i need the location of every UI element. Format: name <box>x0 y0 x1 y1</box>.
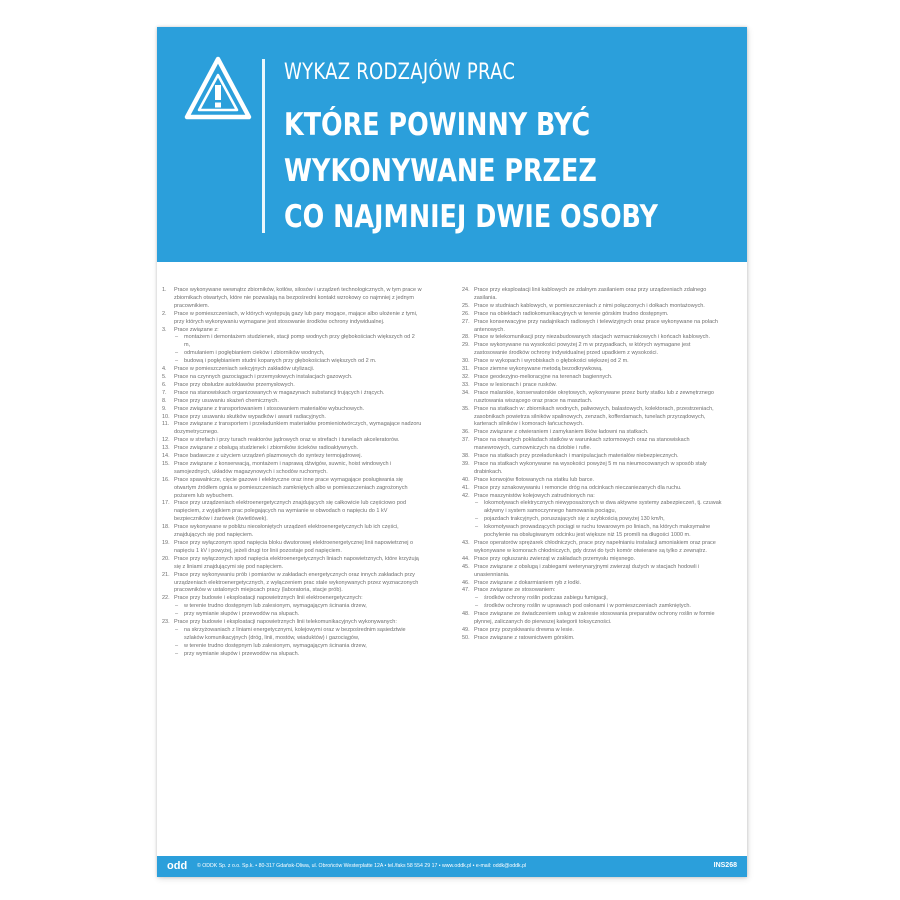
dash-bullet: – <box>175 626 179 633</box>
list-item <box>162 311 422 327</box>
list-item <box>162 437 422 445</box>
title-line: WYKONYWANE PRZEZ <box>284 153 597 189</box>
list-item-number: 27. <box>462 318 470 325</box>
list-subitem-text: przy wymianie słupów i przewodów na słupach. <box>184 611 300 618</box>
list-item-number: 13. <box>162 445 170 452</box>
list-item <box>162 287 422 311</box>
list-item-number: 28. <box>462 334 470 341</box>
list-item-text: Prace na obiektach radiokomunikacyjnych w terenie górskim trudno dostępnym. <box>474 310 669 317</box>
list-item <box>462 287 722 303</box>
list-item-number: 40. <box>462 476 470 483</box>
list-item-text: Prace związane z otwieraniem i zamykaniem lików ładowni na statkach. <box>474 429 649 436</box>
list-item-number: 42. <box>462 492 470 499</box>
list-item-number: 9. <box>162 405 167 412</box>
list-item <box>462 406 722 430</box>
list-item-text: Prace przy ogłuszaniu zwierząt w zakładach przemysłu mięsnego. <box>474 555 636 562</box>
dash-bullet: – <box>175 603 179 610</box>
product-code: INS268 <box>713 862 737 869</box>
list-item <box>462 319 722 335</box>
list-item-text: Prace związane z obsługą studzienek i zbiorników ścieków radioaktywnych. <box>174 445 359 452</box>
list-item <box>162 461 422 477</box>
list-item-number: 4. <box>162 366 167 373</box>
list-item <box>162 406 422 414</box>
list-item-number: 10. <box>162 413 170 420</box>
list-item-text: Prace przy budowie i eksploatacji napowietrznych linii elektroenergetycznych: <box>174 595 363 602</box>
list-subitem <box>462 500 722 516</box>
list-item <box>462 587 722 595</box>
list-item <box>162 414 422 422</box>
list-item-number: 49. <box>462 626 470 633</box>
list-item-text: Prace związane z obsługą i zabiegami weterynaryjnymi zwierząt dużych w stacjach hodowli i unasienniania. <box>474 563 700 578</box>
list-item <box>462 366 722 374</box>
list-item-text: Prace wykonywane w pobliżu nieosłoniętych urządzeń elektroenergetycznych lub ich części, znajdujących się pod napięciem. <box>174 524 399 539</box>
list-item <box>462 429 722 437</box>
list-item-number: 33. <box>462 381 470 388</box>
list-item <box>162 556 422 572</box>
list-item <box>462 635 722 643</box>
list-item-text: Prace konwojów flotowanych na statku lub barce. <box>474 476 595 483</box>
list-subitem-text: lokomotywach prowadzących pociągi w ruchu towarowym po liniach, na których maksymalne pochylenie na obsługiwanym odcinku jest większe niż 15 promili na długości 1000 m. <box>484 524 711 539</box>
list-item-text: Prace konserwacyjne przy nadajnikach radiowych i telewizyjnych oraz prace wykonywane na polach antenowych. <box>474 318 718 333</box>
list-item <box>462 611 722 627</box>
list-item <box>162 477 422 501</box>
list-item <box>162 398 422 406</box>
list-item-number: 19. <box>162 540 170 546</box>
list-item-number: 23. <box>162 619 170 626</box>
list-item <box>462 311 722 319</box>
list-item <box>462 564 722 580</box>
list-subitem-text: lokomotywach elektrycznych niewyposażonych w dwa aktywne systemy zabezpieczeń, tj. czuwak aktywny i system samoczynnego hamowania pociągu, <box>484 500 722 515</box>
list-item <box>462 390 722 406</box>
list-item-text: Prace na stanowiskach organizowanych w magazynach substancji trujących i żrących. <box>174 389 385 396</box>
list-item <box>462 461 722 477</box>
list-subitem <box>462 516 722 524</box>
list-item-number: 17. <box>162 500 170 507</box>
list-item-text: Prace związane z ratownictwem górskim. <box>474 634 575 641</box>
list-item-number: 35. <box>462 405 470 412</box>
list-item-text: Prace w pomieszczeniach sekcyjnych zakładów utylizacji. <box>174 366 315 373</box>
list-subitem-text: przy wymianie słupów i przewodów na słupach. <box>184 650 300 657</box>
list-item-number: 21. <box>162 571 170 578</box>
list-subitem-text: na skrzyżowaniach z liniami energetycznymi, kolejowymi oraz w bezpośrednim sąsiedztwie szlaków komunikacyjnych (dróg, linii, mostów, wiaduktów) i gazociągów, <box>184 626 406 641</box>
list-item <box>162 382 422 390</box>
oddk-logo: odd <box>167 860 188 872</box>
list-item-text: Prace związane z: <box>174 326 219 333</box>
list-item <box>462 303 722 311</box>
list-item-number: 48. <box>462 611 470 618</box>
poster-header <box>157 27 747 262</box>
list-item-number: 37. <box>462 437 470 444</box>
dash-bullet: – <box>475 603 479 610</box>
list-subitem <box>162 334 422 350</box>
list-item-number: 39. <box>462 460 470 467</box>
list-subitem <box>162 611 422 619</box>
title-line: CO NAJMNIEJ DWIE OSOBY <box>284 199 658 235</box>
list-item-text: Prace badawcze z użyciem urządzeń plazmowych do syntezy termojądrowej. <box>174 453 362 460</box>
list-item-number: 26. <box>462 310 470 317</box>
list-item-number: 44. <box>462 555 470 562</box>
footer-contact: © ODDK Sp. z o.o. Sp.k. • 80-317 Gdańsk-Oliwa, ul. Obrońców Westerplatte 12A • tel./faks 58 554 29 17 • www.oddk.pl • e-mail: oddk@oddk.pl <box>197 863 527 869</box>
list-item-text: Prace związane ze stosowaniem: <box>474 587 556 594</box>
list-item <box>462 556 722 564</box>
dash-bullet: – <box>475 516 479 523</box>
list-subitem <box>162 350 422 358</box>
list-item-text: Prace związane z transportowaniem i stosowaniem materiałów wybuchowych. <box>174 405 365 412</box>
list-item-text: Prace na statkach w: zbiornikach wodnych, paliwowych, balastowych, kolektorach, przestrzeniach, zasobnikach powietrza silników spalinowych, zenzach, kofferdamach, tunelach przyrządowych, karterach silników i komorach łańcuchowych. <box>474 405 714 428</box>
list-item-number: 30. <box>462 358 470 365</box>
list-subitem-text: budową i pogłębianiem studni kopanych przy głębokościach większych od 2 m. <box>184 358 377 365</box>
list-item-number: 2. <box>162 310 167 317</box>
list-item-number: 46. <box>462 579 470 586</box>
list-column-left <box>162 287 422 659</box>
list-item-text: Prace malarskie, konserwatorskie okrętowych, wykonywane przez burty statku lub z zewnętrznego rusztowania wiszącego oraz prace na masztach. <box>474 389 714 404</box>
list-item-number: 3. <box>162 326 167 333</box>
title-line: KTÓRE POWINNY BYĆ <box>284 107 591 143</box>
list-item-text: Prace na czynnych gazociągach i przemysłowych instalacjach gazowych. <box>174 373 353 380</box>
list-item-text: Prace przy wykonywaniu prób i pomiarów w zakładach energetycznych oraz innych zakładach przy urządzeniach elektroenergetycznych, z wyłączeniem prac stale wykonywanych przez wyznaczonych pracowników w ustalonych miejscach pracy (laboratoria, stacje prób). <box>174 571 419 594</box>
list-item-text: Prace w wykopach i wyrobiskach o głębokości większej od 2 m. <box>474 358 629 365</box>
list-subitem <box>162 651 422 659</box>
list-item-text: Prace spawalnicze, cięcie gazowe i elektryczne oraz inne prace wymagające posługiwania się otwartym źródłem ognia w pomieszczeniach zamkniętych albo w pomieszczeniach zagrożonych pożarem lub wybuchem. <box>174 476 408 499</box>
header-divider <box>262 59 265 233</box>
list-item-number: 12. <box>162 437 170 444</box>
list-item-number: 25. <box>462 302 470 309</box>
list-item <box>162 595 422 603</box>
list-item-text: Prace przy budowie i eksploatacji napowietrznych linii telekomunikacyjnych wykonywanych: <box>174 619 397 626</box>
list-item-text: Prace przy sznakowywaniu i remoncie dróg na odcinkach nieczaniezanych dla ruchu. <box>474 484 682 491</box>
list-subitem-text: środków ochrony roślin w uprawach pod osłonami i w pomieszczeniach zamkniętych. <box>484 603 691 610</box>
list-item <box>162 500 422 524</box>
dash-bullet: – <box>475 595 479 602</box>
list-item <box>162 421 422 437</box>
list-item-number: 41. <box>462 484 470 491</box>
list-subitem <box>462 595 722 603</box>
list-subitem <box>162 643 422 651</box>
list-item-text: Prace związane z konserwacją, montażem i naprawą dźwigów, suwnic, hoist windowych i samojezdnych, układów magazynowych i schodów ruchomych. <box>174 460 392 475</box>
list-item <box>462 437 722 453</box>
list-item-text: Prace przy usuwaniu skutków wypadków i awarii radiacyjnych. <box>174 413 326 420</box>
list-item-number: 36. <box>462 429 470 436</box>
list-item-text: Prace w telekomunikacji przy niezabudowanych stacjach wzmacniakowych i końcach kablowych. <box>474 334 710 341</box>
list-item <box>162 619 422 627</box>
list-item-number: 29. <box>462 342 470 349</box>
dash-bullet: – <box>175 350 179 357</box>
list-item-number: 38. <box>462 453 470 460</box>
list-item-text: Prace związane z transportem i przeładunkiem materiałów promieniotwórczych, wymagające nadzoru dozymetrycznego. <box>174 421 422 436</box>
list-item-text: Prace przy usuwaniu skażeń chemicznych. <box>174 397 279 404</box>
list-item-number: 16. <box>162 476 170 483</box>
list-item <box>462 382 722 390</box>
list-subitem-text: odmulaniem i pogłębianiem cieków i zbiorników wodnych, <box>184 350 325 357</box>
list-item-text: Prace przy eksploatacji linii kablowych ze zdalnym zasilaniem oraz przy urządzeniach zdalnego zasilania. <box>474 287 707 301</box>
list-item-number: 8. <box>162 397 167 404</box>
dash-bullet: – <box>175 358 179 365</box>
list-subitem <box>162 627 422 643</box>
list-item-number: 45. <box>462 563 470 570</box>
warning-triangle-icon <box>183 55 253 121</box>
list-item-text: Prace wykonywane na wysokości powyżej 2 m w przypadkach, w których wymagane jest zastosowanie środków ochrony indywidualnej przed upadkiem z wysokości. <box>474 342 691 357</box>
list-subitem <box>462 603 722 611</box>
list-item-number: 34. <box>462 389 470 396</box>
dash-bullet: – <box>175 611 179 618</box>
sign-poster <box>157 27 747 877</box>
list-column-right <box>462 287 722 643</box>
list-item-number: 50. <box>462 634 470 641</box>
list-item-text: Prace przy wyłączonych spod napięcia elektroenergetycznych liniach napowietrznych, które krzyżują się z liniami znajdującymi się pod napięciem. <box>174 555 419 570</box>
list-item <box>462 493 722 501</box>
list-item-text: Prace w pomieszczeniach, w których występują gazy lub pary mogące, mające albo ułożenie z tymi, przy których wykonywaniu wymagane jest stosowanie środków ochrony indywidualnej. <box>174 310 418 325</box>
list-item <box>162 445 422 453</box>
list-item-text: Prace geodezyjno-melioracyjne na terenach bagiennych. <box>474 373 613 380</box>
list-item <box>462 342 722 358</box>
list-item <box>462 477 722 485</box>
list-item <box>462 627 722 635</box>
list-item-text: Prace w studniach kablowych, w pomieszczeniach z nimi połączonych i dołkach montażowych. <box>474 302 705 309</box>
list-item-number: 15. <box>162 460 170 467</box>
list-item <box>462 358 722 366</box>
list-subitem-text: w terenie trudno dostępnym lub zalesionym, wymagającym ścinania drzew, <box>184 642 367 649</box>
list-item <box>462 334 722 342</box>
list-item-text: Prace wykonywane wewnątrz zbiorników, kotłów, silosów i urządzeń technologicznych, w tym prace w zbiornikach otwartych, które nie pozwalają na bezpośredni kontakt wzrokowy co najmniej z jednym pracownikiem. <box>174 287 422 309</box>
list-item-number: 31. <box>462 366 470 373</box>
dash-bullet: – <box>475 524 479 531</box>
list-item-text: Prace operatorów sprężarek chłodniczych, prace przy napełnianiu instalacji amoniakiem oraz prace wykonywane w komorach chłodniczych, gdy drzwi do tych komór otwierane są tylko z zewnątrz. <box>474 540 716 554</box>
list-item-text: Prace maszynistów kolejowych zatrudnionych na: <box>474 492 595 499</box>
poster-subtitle: WYKAZ RODZAJÓW PRAC <box>284 60 516 85</box>
list-item-text: Prace przy pozyskiwaniu drewna w lesie. <box>474 626 574 633</box>
dash-bullet: – <box>175 334 179 341</box>
list-item-number: 1. <box>162 287 167 293</box>
list-item-text: Prace na statkach przy przeładunkach i manipulacjach materiałów niebezpiecznych. <box>474 453 679 460</box>
list-item-text: Prace przy urządzeniach elektroenergetycznych znajdujących się całkowicie lub częściowo pod napięciem, z wyjątkiem prac polegających na wymianie w obwodach o napięciu do 1 kV bezpieczników i żarówek (świetlówek). <box>174 500 407 523</box>
list-item-number: 14. <box>162 453 170 460</box>
list-item-number: 24. <box>462 287 470 293</box>
list-item-number: 32. <box>462 373 470 380</box>
list-item-text: Prace w lesionach i prace rusków. <box>474 381 557 388</box>
list-item <box>462 485 722 493</box>
list-subitem-text: w terenie trudno dostępnym lub zalesionym, wymagającym ścinania drzew, <box>184 603 367 610</box>
list-item <box>462 580 722 588</box>
list-item <box>162 374 422 382</box>
poster-title <box>284 103 740 241</box>
list-item <box>162 366 422 374</box>
poster-footer <box>157 856 747 877</box>
list-item <box>162 524 422 540</box>
list-item-number: 5. <box>162 373 167 380</box>
list-subitem <box>162 603 422 611</box>
list-item-number: 20. <box>162 555 170 562</box>
list-item <box>462 453 722 461</box>
list-item <box>162 453 422 461</box>
list-item-text: Prace ziemne wykonywane metodą bezodkrywkową. <box>474 366 603 373</box>
list-item-number: 7. <box>162 389 167 396</box>
list-item-number: 47. <box>462 587 470 594</box>
list-item-text: Prace na otwartych pokładach statków w warunkach sztormowych oraz na stanowiskach manewrowych, cumowniczych na dziobie i rufie. <box>474 437 690 452</box>
list-item <box>162 390 422 398</box>
dash-bullet: – <box>175 650 179 657</box>
list-item-text: Prace związane z dokarmianiem ryb z łodki. <box>474 579 581 586</box>
list-item-text: Prace w strefach i przy turach reaktorów jądrowych oraz w strefach i tunelach akceleratorów. <box>174 437 400 444</box>
list-item-text: Prace przy wyłączonym spod napięcia bloku dwutorowej elektroenergetycznej linii napowietrznej o napięciu 1 kV i powyżej, jeżeli drugi tor linii pozostaje pod napięciem. <box>174 540 414 554</box>
list-item-text: Prace przy obsłudze autoklawów przemysłowych. <box>174 381 295 388</box>
list-item <box>462 374 722 382</box>
list-item <box>162 327 422 335</box>
list-subitem <box>462 524 722 540</box>
list-item <box>162 572 422 596</box>
list-subitem-text: montażem i demontażem studzienek, stacji pomp wodnych przy głębokościach większych od 2 m, <box>184 334 415 349</box>
list-item-number: 22. <box>162 595 170 602</box>
list-item-text: Prace związane ze świadczeniem usług w zakresie stosowania preparatów ochrony roślin w formie płynnej, zaliczanych do pierwszej kategorii toksyczności. <box>474 611 715 626</box>
list-item <box>462 540 722 556</box>
list-item-number: 6. <box>162 381 167 388</box>
list-item <box>162 540 422 556</box>
list-item-number: 11. <box>162 421 170 428</box>
dash-bullet: – <box>475 500 479 507</box>
list-item-number: 18. <box>162 524 170 531</box>
list-subitem <box>162 358 422 366</box>
list-subitem-text: środków ochrony roślin podczas zabiegu fumigacji, <box>484 595 608 602</box>
dash-bullet: – <box>175 642 179 649</box>
list-item-text: Prace na statkach wykonywane na wysokości powyżej 5 m na nieumocowanych w sposób stały drabinkach. <box>474 460 707 475</box>
list-subitem-text: pojazdach trakcyjnych, poruszających się z szybkością powyżej 130 km/h, <box>484 516 665 523</box>
list-item-number: 43. <box>462 540 470 546</box>
